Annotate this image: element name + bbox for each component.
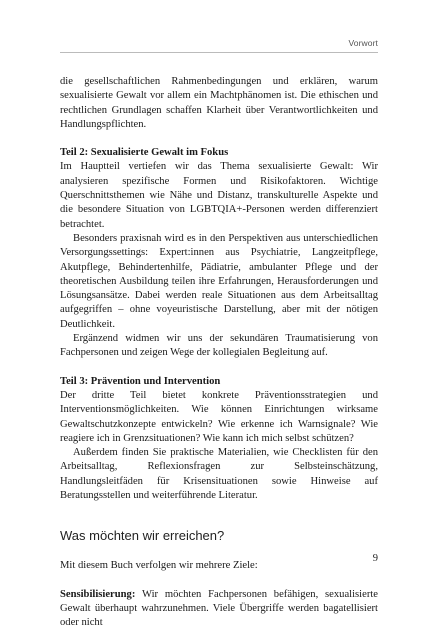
part2-paragraph-2: Besonders praxisnah wird es in den Perspektiven aus unterschiedlichen Versorgungssettings: Expert:innen aus Psychiatrie, Langzeitpflege, Akutpflege, Behindertenhilfe, Pädiatrie, ambulanter Pflege und der theoretischen Ausbildung teilen ihre Erfahrungen, Herausforderungen und Lösungsansätze. Dabei werden reale Situationen aus dem Arbeitsalltag aufgegriffen – ohne voyeuristische Darstellung, aber mit der nötigen Deutlichkeit. <box>60 232 378 330</box>
part2-heading: Teil 2: Sexualisierte Gewalt im Fokus <box>60 147 229 159</box>
section-title: Was möchten wir erreichen? <box>60 528 225 544</box>
page-body <box>60 75 378 631</box>
part2-paragraph-3: Ergänzend widmen wir uns der sekundären Traumatisierung von Fachpersonen und zeigen Wege der kollegialen Begleitung auf. <box>60 333 378 359</box>
spacer <box>60 545 378 559</box>
part3-paragraph-1: Der dritte Teil bietet konkrete Präventionsstrategien und Interventionsmöglichkeiten. Wie können Einrichtungen wirksame Gewaltschutzkonzepte entwickeln? Wie erkenne ich Warnsignale? Wie reagiere ich in Grenzsituationen? Wie kann ich mich selbst schützen? <box>60 389 378 444</box>
spacer <box>60 574 378 588</box>
goal-text: Wir möchten Fachpersonen befähigen, sexualisierte Gewalt überhaupt wahrzunehmen. Viele Übergriffe werden bagatellisiert oder nicht <box>60 588 378 629</box>
goals-intro: Mit diesem Buch verfolgen wir mehrere Ziele: <box>60 560 258 572</box>
intro-paragraph: die gesellschaftlichen Rahmenbedingungen und erklären, warum sexualisierte Gewalt vor allem ein Machtphänomen ist. Die ethischen und rechtlichen Grundlagen schaffen Klarheit über Verantwortlichkeiten und Handlungspflichten. <box>60 76 378 130</box>
part2-paragraph-1: Im Hauptteil vertiefen wir das Thema sexualisierte Gewalt: Wir analysieren spezifische Formen und Risikofaktoren. Wichtige Querschnittsthemen wie Nähe und Distanz, transkulturelle Aspekte und die besondere Situation von LGBTQIA+-Personen werden differenziert betrachtet. <box>60 161 378 230</box>
goal-term: Sensibilisierung: <box>60 588 136 600</box>
page-number: 9 <box>372 553 378 564</box>
header-rule <box>60 52 378 53</box>
running-head: Vorwort <box>348 38 378 48</box>
part3-paragraph-2: Außerdem finden Sie praktische Materialien, wie Checklisten für den Arbeitsalltag, Reflexionsfragen zur Selbsteinschätzung, Handlungsleitfäden für Krisensituationen sowie Hinweise auf Beratungsstellen und weiterführende Literatur. <box>60 447 378 502</box>
spacer <box>60 132 378 146</box>
spacer <box>60 361 378 375</box>
goal-sensibilisierung <box>60 588 378 631</box>
spacer <box>60 503 378 527</box>
part3-heading: Teil 3: Prävention und Intervention <box>60 375 221 387</box>
